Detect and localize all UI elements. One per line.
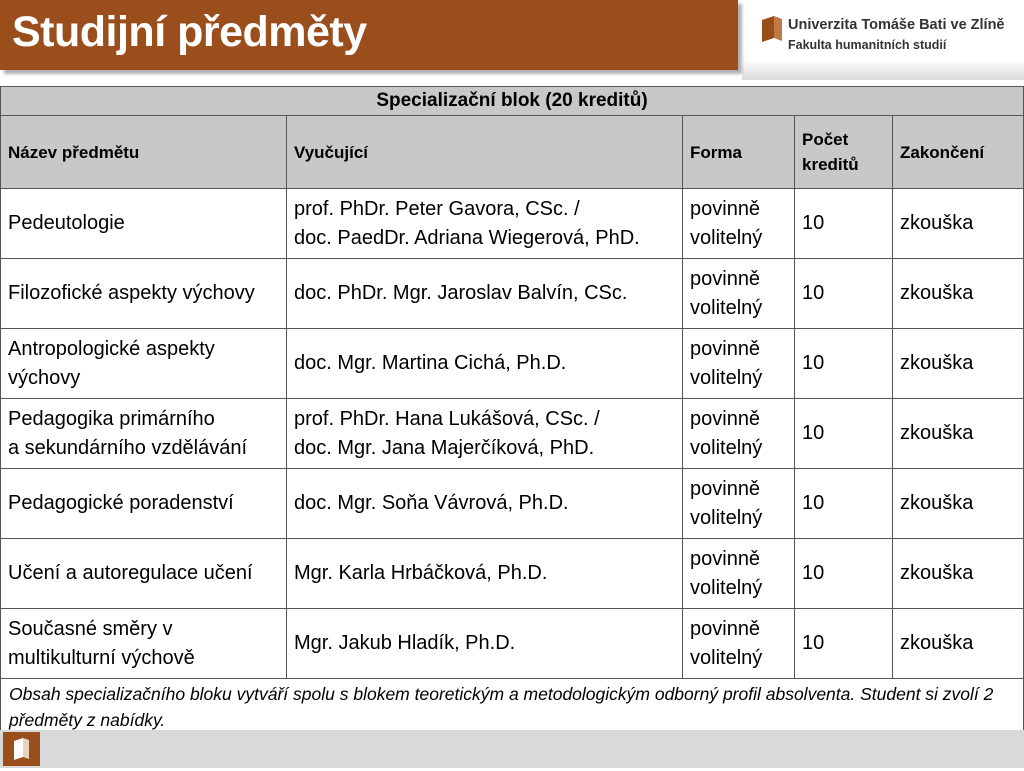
subject-name-line1: Antropologické aspekty [8, 337, 215, 360]
footer-bar [0, 730, 1024, 768]
subject-form [683, 259, 795, 329]
header-credits-line1: Počet [802, 130, 849, 149]
logo-faculty-name: Fakulta humanitních studií [788, 38, 947, 52]
subject-credits: 10 [795, 329, 893, 399]
subject-teacher [287, 539, 683, 609]
subject-completion: zkouška [893, 399, 1024, 469]
subject-completion: zkouška [893, 329, 1024, 399]
subject-name-line1: Filozofické aspekty výchovy [8, 282, 255, 304]
teacher-line1: Mgr. Karla Hrbáčková, Ph.D. [294, 562, 548, 584]
logo-university-name: Univerzita Tomáše Bati ve Zlíně [788, 17, 1005, 33]
teacher-line1: Mgr. Jakub Hladík, Ph.D. [294, 632, 516, 654]
teacher-line2: doc. Mgr. Jana Majerčíková, PhD. [294, 436, 595, 459]
teacher-line1: doc. Mgr. Martina Cichá, Ph.D. [294, 352, 567, 374]
form-line2: volitelný [690, 366, 763, 389]
teacher-line1: prof. PhDr. Hana Lukášová, CSc. / [294, 407, 600, 430]
form-line1: povinně [690, 407, 761, 430]
footer-icon-box [3, 732, 40, 766]
subject-teacher [287, 259, 683, 329]
subject-credits: 10 [795, 259, 893, 329]
form-line2: volitelný [690, 296, 763, 319]
subject-completion: zkouška [893, 189, 1024, 259]
table-row [1, 539, 1024, 609]
form-line1: povinně [690, 337, 761, 360]
form-line1: povinně [690, 617, 761, 640]
subject-name [1, 259, 287, 329]
subject-name [1, 539, 287, 609]
header-name: Název předmětu [1, 116, 287, 189]
block-title-row [1, 87, 1024, 116]
teacher-line1: doc. PhDr. Mgr. Jaroslav Balvín, CSc. [294, 282, 628, 304]
subject-credits: 10 [795, 399, 893, 469]
block-note: Obsah specializačního bloku vytváří spolu s blokem teoretickým a metodologickým odborný profil absolventa. Student si zvolí 2 předměty z nabídky. [1, 679, 1024, 736]
subject-form [683, 539, 795, 609]
subject-teacher [287, 469, 683, 539]
subject-form [683, 329, 795, 399]
slide-title: Studijní předměty [12, 8, 367, 56]
subject-completion: zkouška [893, 539, 1024, 609]
subject-name-line1: Pedagogické poradenství [8, 492, 234, 514]
table-row [1, 609, 1024, 679]
subject-name-line2: výchovy [8, 366, 81, 389]
subject-name [1, 609, 287, 679]
subject-name [1, 399, 287, 469]
university-logo [762, 16, 1022, 56]
subject-credits: 10 [795, 539, 893, 609]
form-line2: volitelný [690, 506, 763, 529]
subject-name [1, 329, 287, 399]
subject-name-line1: Pedeutologie [8, 212, 125, 234]
header-credits-line2: kreditů [802, 155, 859, 174]
subject-credits: 10 [795, 469, 893, 539]
subjects-table [0, 86, 1024, 736]
table-row [1, 469, 1024, 539]
form-line2: volitelný [690, 576, 763, 599]
subject-name [1, 469, 287, 539]
subject-form [683, 189, 795, 259]
teacher-line2: doc. PaedDr. Adriana Wiegerová, PhD. [294, 226, 640, 249]
header-credits [795, 116, 893, 189]
header-form: Forma [683, 116, 795, 189]
subject-form [683, 399, 795, 469]
header-row [1, 116, 1024, 189]
form-line2: volitelný [690, 226, 763, 249]
subject-credits: 10 [795, 609, 893, 679]
utb-logo-icon [762, 16, 782, 42]
form-line1: povinně [690, 267, 761, 290]
note-row [1, 679, 1024, 736]
form-line1: povinně [690, 477, 761, 500]
form-line1: povinně [690, 197, 761, 220]
table-row [1, 329, 1024, 399]
subject-name-line1: Současné směry v [8, 617, 173, 640]
subject-teacher [287, 399, 683, 469]
subject-name-line1: Pedagogika primárního [8, 407, 215, 430]
subject-credits: 10 [795, 189, 893, 259]
table-row [1, 189, 1024, 259]
subject-completion: zkouška [893, 259, 1024, 329]
header-completion: Zakončení [893, 116, 1024, 189]
subject-name-line2: multikulturní výchově [8, 646, 195, 669]
table-row [1, 399, 1024, 469]
teacher-line1: doc. Mgr. Soňa Vávrová, Ph.D. [294, 492, 569, 514]
subject-name-line1: Učení a autoregulace učení [8, 562, 253, 584]
subject-form [683, 469, 795, 539]
block-title: Specializační blok (20 kreditů) [1, 87, 1024, 116]
subject-completion: zkouška [893, 609, 1024, 679]
subject-teacher [287, 329, 683, 399]
form-line1: povinně [690, 547, 761, 570]
teacher-line1: prof. PhDr. Peter Gavora, CSc. / [294, 197, 580, 220]
subject-name [1, 189, 287, 259]
form-line2: volitelný [690, 646, 763, 669]
utb-book-icon [3, 732, 40, 766]
title-box [0, 0, 738, 70]
subject-form [683, 609, 795, 679]
subject-name-line2: a sekundárního vzdělávání [8, 436, 248, 459]
form-line2: volitelný [690, 436, 763, 459]
subject-teacher [287, 189, 683, 259]
subject-teacher [287, 609, 683, 679]
subject-completion: zkouška [893, 469, 1024, 539]
header-teacher: Vyučující [287, 116, 683, 189]
table-row [1, 259, 1024, 329]
